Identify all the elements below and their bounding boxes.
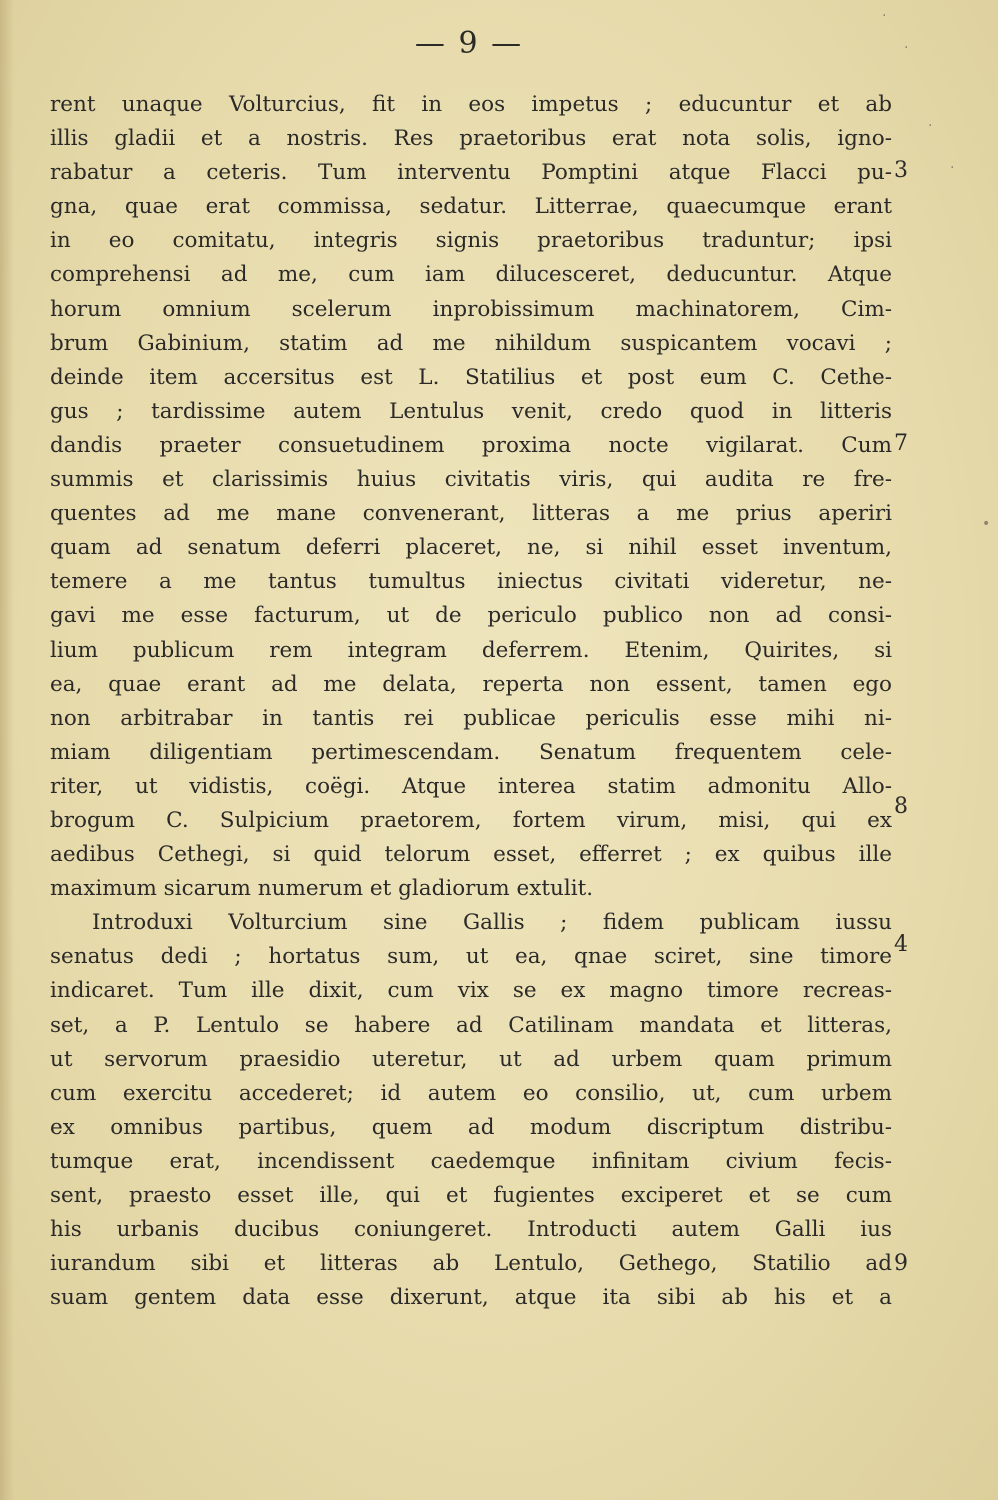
text-line: senatus dedi ; hortatus sum, ut ea, qnae sciret, sine timore — [50, 944, 892, 970]
text-line: indicaret. Tum ille dixit, cum vix se ex magno timore recreas- — [50, 978, 892, 1004]
text-line: tumque erat, incendissent caedemque infinitam civium fecis- — [50, 1148, 892, 1174]
text-line: quam ad senatum deferri placeret, ne, si nihil esset inventum, — [50, 535, 892, 561]
paper-speck: • — [982, 516, 991, 532]
text-line: dandis praeter consuetudinem proxima nocte vigilarat. Cum — [50, 432, 892, 458]
paper-speck: · — [950, 160, 955, 176]
page-binding-edge — [0, 0, 14, 1500]
text-line: gus ; tardissime autem Lentulus venit, credo quod in litteris — [50, 398, 892, 424]
text-line: miam diligentiam pertimescendam. Senatum frequentem cele- — [50, 739, 892, 765]
paper-speck: · — [904, 40, 909, 56]
text-line: ut servorum praesidio uteretur, ut ad urbem quam primum — [50, 1046, 892, 1072]
text-line: Introduxi Volturcium sine Gallis ; fidem publicam iussu — [92, 910, 892, 936]
margin-number: 8 — [894, 794, 908, 819]
text-line: lium publicum rem integram deferrem. Etenim, Quirites, si — [50, 637, 892, 663]
text-line: sent, praesto esset ille, qui et fugientes exciperet et se cum — [50, 1183, 892, 1208]
margin-number: 3 — [894, 158, 908, 183]
text-line: maximum sicarum numerum et gladiorum extulit. — [50, 876, 594, 902]
text-line: gna, quae erat commissa, sedatur. Litterrae, quaecumque erant — [50, 194, 892, 220]
text-line: aedibus Cethegi, si quid telorum esset, efferret ; ex quibus ille — [50, 842, 892, 868]
text-line: rabatur a ceteris. Tum interventu Pomptini atque Flacci pu- — [50, 160, 892, 186]
text-line: comprehensi ad me, cum iam dilucesceret, deducuntur. Atque — [50, 262, 892, 288]
text-line: horum omnium scelerum inprobissimum machinatorem, Cim- — [50, 296, 892, 322]
margin-number: 9 — [894, 1251, 908, 1276]
text-line: summis et clarissimis huius civitatis viris, qui audita re fre- — [50, 467, 892, 493]
text-line: brum Gabinium, statim ad me nihildum suspicantem vocavi ; — [50, 330, 892, 356]
text-line: gavi me esse facturum, ut de periculo publico non ad consi- — [50, 603, 892, 629]
text-line: rent unaque Volturcius, fit in eos impetus ; educuntur et ab — [50, 92, 892, 117]
paper-speck: · — [882, 8, 887, 24]
text-line: riter, ut vidistis, coëgi. Atque interea statim admonitu Allo- — [50, 773, 892, 799]
margin-section-numbers — [888, 0, 928, 1500]
body-text — [50, 88, 892, 1315]
page-number: — 9 — — [414, 26, 524, 61]
margin-number: 7 — [894, 431, 908, 456]
text-line: in eo comitatu, integris signis praetoribus traduntur; ipsi — [50, 228, 892, 254]
text-line: temere a me tantus tumultus iniectus civitati videretur, ne- — [50, 569, 892, 595]
text-line: his urbanis ducibus coniungeret. Introducti autem Galli ius — [50, 1217, 892, 1243]
text-line: non arbitrabar in tantis rei publicae periculis esse mihi ni- — [50, 705, 892, 731]
text-line: ex omnibus partibus, quem ad modum discriptum distribu- — [50, 1114, 892, 1140]
text-line: brogum C. Sulpicium praetorem, fortem virum, misi, qui ex — [50, 807, 892, 833]
text-line: ea, quae erant ad me delata, reperta non essent, tamen ego — [50, 671, 892, 697]
text-line: suam gentem data esse dixerunt, atque ita sibi ab his et a — [50, 1285, 892, 1311]
text-line: iurandum sibi et litteras ab Lentulo, Gethego, Statilio ad — [50, 1251, 892, 1277]
text-line: quentes ad me mane convenerant, litteras a me prius aperiri — [50, 501, 892, 527]
margin-number: 4 — [894, 932, 908, 957]
text-line: illis gladii et a nostris. Res praetoribus erat nota solis, igno- — [50, 126, 892, 152]
text-line: cum exercitu accederet; id autem eo consilio, ut, cum urbem — [50, 1080, 892, 1106]
paper-speck: · — [928, 118, 933, 134]
text-line: deinde item accersitus est L. Statilius et post eum C. Cethe- — [50, 364, 892, 390]
text-line: set, a P. Lentulo se habere ad Catilinam mandata et litteras, — [50, 1012, 892, 1038]
